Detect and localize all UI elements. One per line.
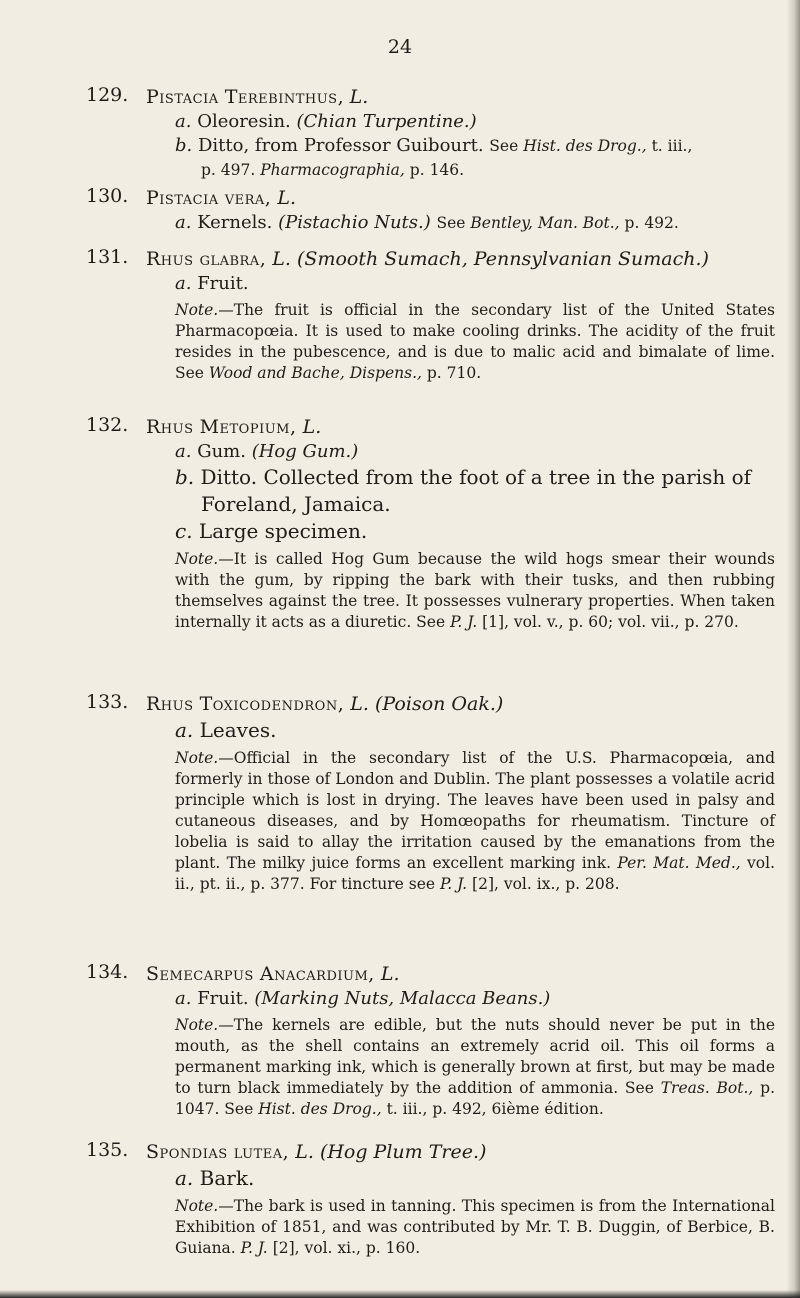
common-name: (Chian Turpentine.) — [296, 111, 477, 132]
entry-heading: Rhus Metopium, L. — [146, 416, 322, 438]
entry-number: 132. — [86, 414, 129, 436]
common-name: (Poison Oak.) — [375, 693, 504, 715]
note: Note.—Official in the secondary list of the U.S. Pharmacopœia, and formerly in those of London and Dublin. The plant possesses a volatile acrid principle which is lost in drying. The leaves have been used in palsy and cutaneous diseases, and by Homœopaths for rheumatism. Tincture of lobelia is said to allay the irritation caused by the emanations from the plant. The milky juice forms an excellent marking ink. Per. Mat. Med., vol. ii., pt. ii., p. 377. For tincture see P. J. [2], vol. ix., p. 208. — [175, 749, 776, 893]
author: L. — [349, 86, 369, 108]
entry-heading: Pistacia Terebinthus, L. — [146, 86, 369, 108]
note: Note.—The kernels are edible, but the nuts should never be put in the mouth, as the shell contains an extremely acrid oil. This oil forms a permanent marking ink, which is generally brown at first, but may be made to turn black immediately by the addition of ammonia. See Treas. Bot., p. 1047. See Hist. des Drog., t. iii., p. 492, 6ième édition. — [175, 1016, 775, 1118]
entry-heading: Rhus Toxicodendron, L. (Poison Oak.) — [146, 693, 504, 715]
item-a: a. Fruit. — [175, 273, 249, 294]
species: Terebinthus — [224, 86, 338, 108]
entry-number: 130. — [86, 185, 129, 207]
entry-number: 131. — [86, 246, 129, 268]
entry-131 — [0, 246, 790, 384]
entry-number: 135. — [86, 1139, 129, 1161]
entry-number: 133. — [86, 691, 129, 713]
note: Note.—The fruit is official in the secondary list of the United States Pharmacopœia. It is used to make cooling drinks. The acidity of the fruit resides in the pubescence, and is due to malic acid and bimalate of lime. See Wood and Bache, Dispens., p. 710. — [175, 301, 775, 382]
page-bottom-edge — [0, 1290, 800, 1298]
entry-heading: Rhus glabra, L. (Smooth Sumach, Pennsylvanian Sumach.) — [146, 248, 709, 270]
common-name: (Marking Nuts, Malacca Beans.) — [254, 988, 551, 1009]
item-a: a. Gum. (Hog Gum.) — [175, 441, 359, 462]
item-a: a. Bark. — [175, 1166, 255, 1190]
common-name: (Smooth Sumach, Pennsylvanian Sumach.) — [297, 248, 709, 270]
entry-132 — [0, 414, 790, 633]
item-c: c. Large specimen. — [175, 519, 368, 543]
genus: Pistacia — [146, 86, 219, 108]
entry-135 — [0, 1139, 790, 1259]
item-b: b. Ditto. Collected from the foot of a tree in the parish of — [175, 465, 752, 489]
entry-133 — [0, 691, 790, 895]
item-b: b. Ditto, from Professor Guibourt. See Hist. des Drog., t. iii., — [175, 135, 693, 156]
entry-129 — [0, 84, 790, 182]
item-b-continued: Foreland, Jamaica. — [201, 492, 391, 516]
entry-number: 129. — [86, 84, 129, 106]
note: Note.—It is called Hog Gum because the wild hogs smear their wounds with the gum, by ripping the bark with their tusks, and then rubbing themselves against the tree. It possesses vulnerary properties. When taken internally it acts as a diuretic. See P. J. [1], vol. v., p. 60; vol. vii., p. 270. — [175, 550, 775, 631]
entry-number: 134. — [86, 961, 129, 983]
item-b-continued: p. 497. Pharmacographia, p. 146. — [201, 161, 465, 179]
item-a: a. Leaves. — [175, 718, 277, 742]
entry-130 — [0, 185, 790, 235]
common-name: (Hog Plum Tree.) — [319, 1141, 487, 1163]
entry-heading: Spondias lutea, L. (Hog Plum Tree.) — [146, 1141, 487, 1163]
entry-heading: Pistacia vera, L. — [146, 187, 297, 209]
item-a: a. Kernels. (Pistachio Nuts.) See Bentley, Man. Bot., p. 492. — [175, 212, 679, 233]
entry-heading: Semecarpus Anacardium, L. — [146, 963, 400, 985]
item-a: a. Oleoresin. (Chian Turpentine.) — [175, 111, 477, 132]
note: Note.—The bark is used in tanning. This specimen is from the International Exhibition of 1851, and was contributed by Mr. T. B. Duggin, of Berbice, B. Guiana. P. J. [2], vol. xi., p. 160. — [175, 1197, 775, 1257]
item-a: a. Fruit. (Marking Nuts, Malacca Beans.) — [175, 988, 551, 1009]
page-number: 24 — [387, 36, 413, 58]
entry-134 — [0, 961, 790, 1120]
